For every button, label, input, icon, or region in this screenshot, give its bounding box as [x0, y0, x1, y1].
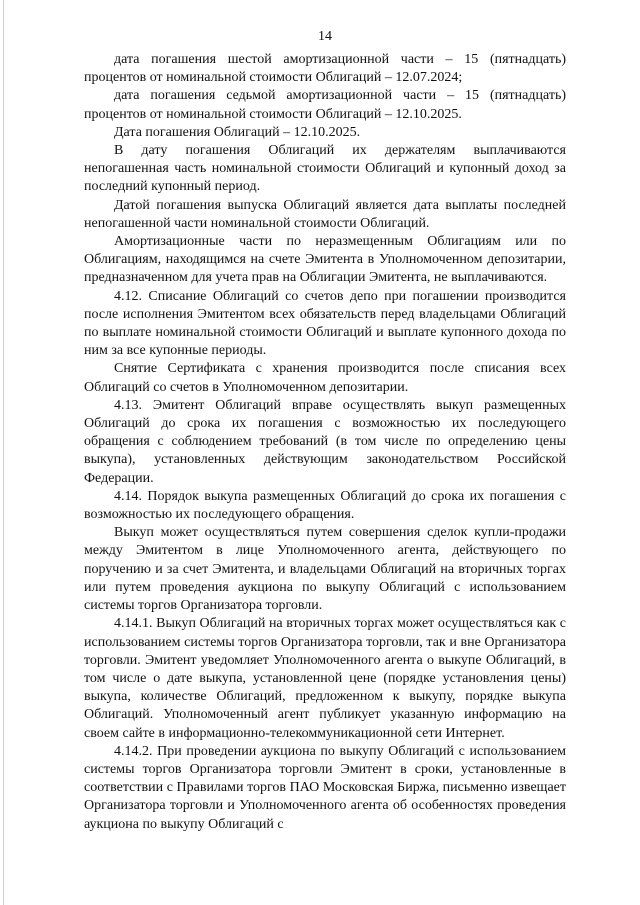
paragraph-unplaced-bonds: Амортизационные части по неразмещенным Облигациям или по Облигациям, находящимся на счете Эмитента в Уполномоченном депозитарии, предназначенном для учета прав на Облигации Эмитента, не выплачиваются. [84, 234, 566, 286]
paragraph-4-14-1: 4.14.1. Выкуп Облигаций на вторичных торгах может осуществляться как с использованием системы торгов Организатора торговли, так и вне Организатора торговли. Эмитент уведомляет Уполномоченного агента о выкупе Облигаций, в том числе о дате выкупа, установленной цене (порядке установления цены) выкупа, количестве Облигаций, предложенном к выкупу, порядке выкупа Облигаций. Уполномоченный агент публикует указанную информацию на своем сайте в информационно-телекоммуникационной сети Интернет. [84, 616, 566, 741]
paragraph-issue-maturity: Датой погашения выпуска Облигаций является дата выплаты последней непогашенной части номинальной стоимости Облигаций. [84, 197, 566, 231]
paragraph-4-14: 4.14. Порядок выкупа размещенных Облигаций до срока их погашения с возможностью их последующего обращения. [84, 488, 566, 523]
paragraph-maturity-date: Дата погашения Облигаций – 12.10.2025. [114, 124, 361, 140]
paragraph-amortization-7: дата погашения седьмой амортизационной части – 15 (пятнадцать) процентов от номинальной стоимости Облигаций – 12.10.2025. [84, 88, 566, 122]
paragraph-4-13: 4.13. Эмитент Облигаций вправе осуществлять выкуп размещенных Облигаций до срока их погашения с возможностью их последующего обращения с соблюдением требований (в том числе по определению цены выкупа), установленных действующим законодательством Российской Федерации. [84, 397, 566, 486]
paragraph-maturity-payment: В дату погашения Облигаций их держателям выплачиваются непогашенная часть номинальной стоимости Облигаций и купонный доход за последний купонный период. [84, 143, 566, 195]
page-number: 14 [318, 29, 332, 44]
paragraph-amortization-6: дата погашения шестой амортизационной части – 15 (пятнадцать) процентов от номинальной стоимости Облигаций – 12.07.2024; [84, 52, 566, 86]
paragraph-buyback-methods: Выкуп может осуществляться путем совершения сделок купли-продажи между Эмитентом в лице Уполномоченного агента, действующего по поручению и за счет Эмитента, и владельцами Облигаций на вторичных торгах или путем проведения аукциона по выкупу Облигаций с использованием системы торгов Организатора торговли. [84, 525, 566, 614]
paragraph-4-14-2: 4.14.2. При проведении аукциона по выкупу Облигаций с использованием системы торгов Организатора торговли Эмитент в сроки, установленные в соответствии с Правилами торгов ПАО Московская Биржа, письменно извещает Организатора торговли и Уполномоченного агента об особенностях проведения аукциона по выкупу Облигаций с [84, 743, 566, 832]
paragraph-4-12: 4.12. Списание Облигаций со счетов депо при погашении производится после исполнения Эмитентом всех обязательств перед владельцами Облигаций по выплате номинальной стоимости Облигаций и выплате купонного дохода по ним за все купонные периоды. [84, 288, 566, 359]
document-page [84, 28, 566, 834]
paragraph-certificate: Снятие Сертификата с хранения производится после списания всех Облигаций со счетов в Уполномоченном депозитарии. [84, 361, 566, 395]
page-edge-line [3, 0, 4, 905]
